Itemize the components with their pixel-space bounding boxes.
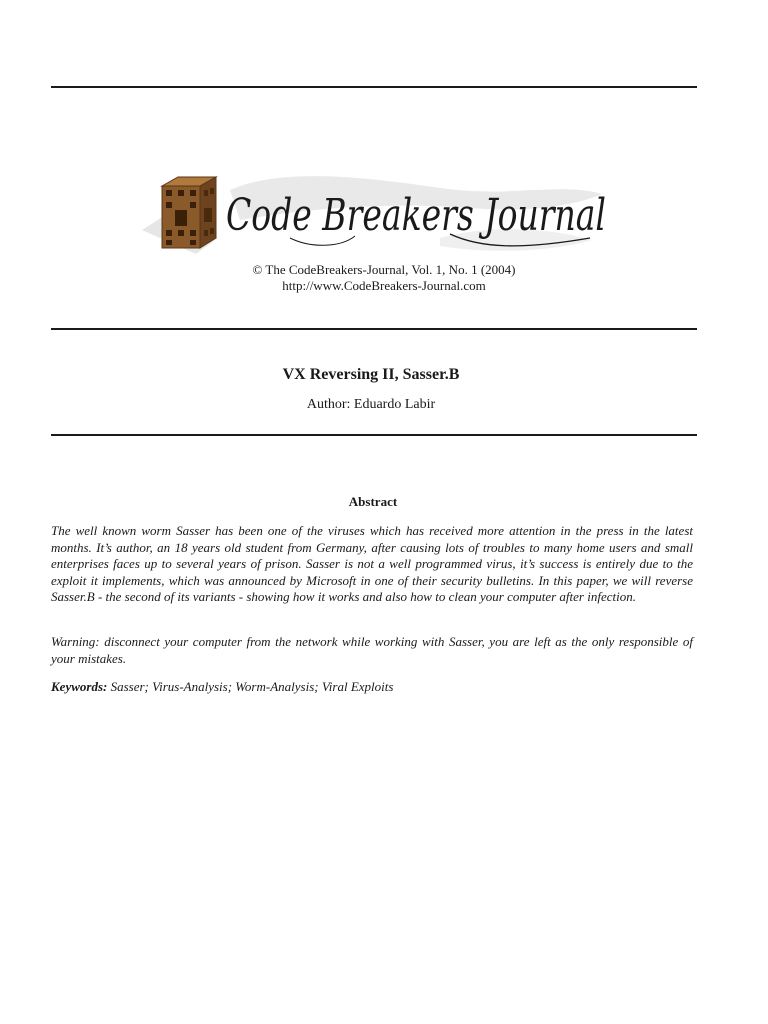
abstract-heading: Abstract xyxy=(348,494,398,509)
copyright-notice: © The CodeBreakers-Journal, Vol. 1, No. 1 (2004) xyxy=(252,262,516,277)
top-rule xyxy=(51,86,697,88)
journal-logo xyxy=(140,168,620,258)
warning-note: Warning: disconnect your computer from the network while working with Sasser, you are left as the only responsible of your mistakes. xyxy=(51,634,693,666)
paper-author: Author: Eduardo Labir xyxy=(306,397,436,412)
header-rule xyxy=(51,328,697,330)
abstract-body: The well known worm Sasser has been one of the viruses which has received more attention in the press in the latest months. It’s author, an 18 years old student from Germany, after causing lots of troubles to many home users and small enterprises faces up to several years of prison. Sasser is not a well programmed virus, it’s success is entirely due to the exploit it implements, which was announced by Microsoft in one of their security bulletins. In this paper, we will reverse Sasser.B - the second of its variants - showing how it works and also how to clean your computer after infection. xyxy=(51,523,693,605)
keywords-label: Keywords: xyxy=(51,679,108,694)
logo-wordmark: Code Breakers Journal xyxy=(226,190,606,241)
keywords xyxy=(51,678,693,695)
keywords-list: Sasser; Virus-Analysis; Worm-Analysis; Viral Exploits xyxy=(110,679,394,694)
paper-title: VX Reversing II, Sasser.B xyxy=(282,366,460,383)
title-rule xyxy=(51,434,697,436)
journal-url[interactable]: http://www.CodeBreakers-Journal.com xyxy=(282,278,486,293)
